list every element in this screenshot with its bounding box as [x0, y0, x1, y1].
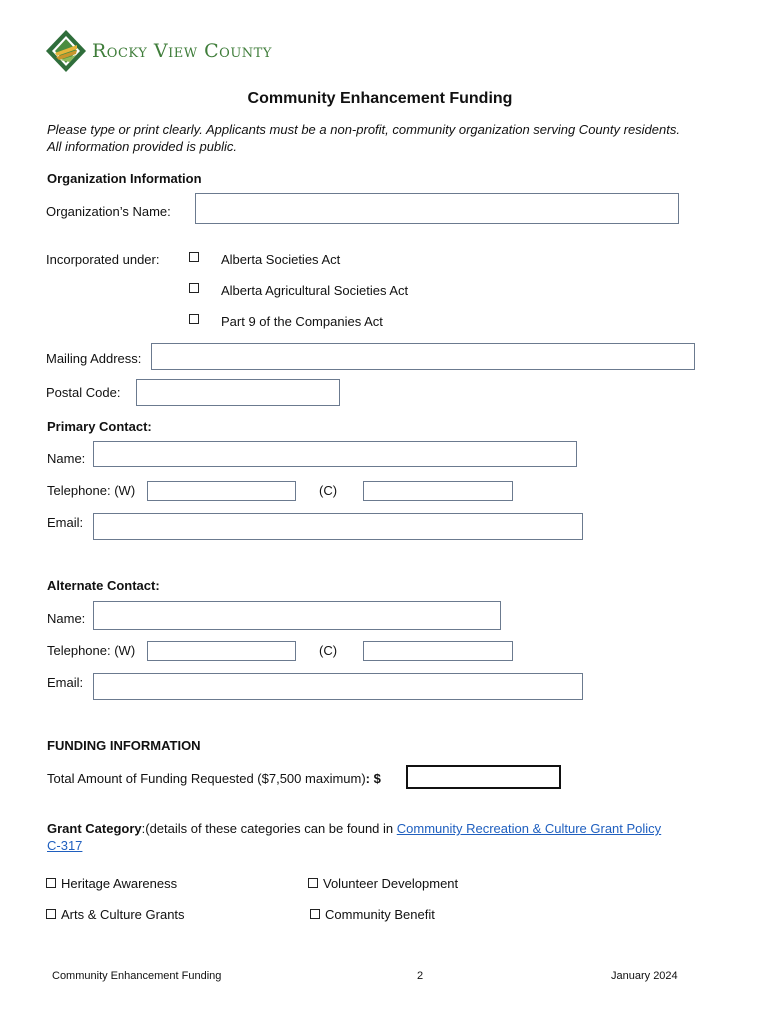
- page-title: Community Enhancement Funding: [247, 90, 513, 107]
- alternate-contact-heading: Alternate Contact:: [47, 578, 160, 593]
- societies-act-checkbox[interactable]: [189, 252, 199, 262]
- mailing-address-field[interactable]: [151, 343, 695, 370]
- companies-act-checkbox[interactable]: [189, 314, 199, 324]
- societies-act-label: Alberta Societies Act: [221, 252, 341, 267]
- org-info-heading: Organization Information: [47, 171, 202, 186]
- alternate-tel-c-field[interactable]: [363, 641, 513, 661]
- org-name-label: Organization’s Name:: [46, 204, 171, 219]
- primary-tel-w-field[interactable]: [147, 481, 296, 501]
- footer-left: Community Enhancement Funding: [52, 970, 222, 982]
- alternate-email-label: Email:: [47, 675, 84, 690]
- primary-contact-heading: Primary Contact:: [47, 419, 152, 434]
- heritage-awareness-label: Heritage Awareness: [61, 876, 178, 891]
- funding-amount-text: Total Amount of Funding Requested ($7,500 maximum): [47, 771, 366, 786]
- footer-date: January 2024: [611, 970, 678, 982]
- heritage-awareness-checkbox[interactable]: [46, 878, 56, 888]
- primary-email-label: Email:: [47, 515, 84, 530]
- primary-tel-c-field[interactable]: [363, 481, 513, 501]
- primary-email-field[interactable]: [93, 513, 583, 540]
- primary-name-field[interactable]: [93, 441, 577, 467]
- grant-policy-link-cont[interactable]: C-317: [47, 838, 83, 853]
- incorporated-label: Incorporated under:: [46, 252, 160, 267]
- funding-amount-suffix: : $: [365, 771, 381, 786]
- primary-name-label: Name:: [47, 451, 86, 466]
- mailing-address-label: Mailing Address:: [46, 351, 142, 366]
- agricultural-societies-label: Alberta Agricultural Societies Act: [221, 283, 409, 298]
- primary-tel-c-label: (C): [319, 483, 338, 498]
- alternate-name-field[interactable]: [93, 601, 501, 630]
- agricultural-societies-checkbox[interactable]: [189, 283, 199, 293]
- alternate-name-label: Name:: [47, 611, 86, 626]
- funding-amount-field[interactable]: [406, 765, 561, 789]
- volunteer-development-checkbox[interactable]: [308, 878, 318, 888]
- postal-code-field[interactable]: [136, 379, 340, 406]
- grant-policy-link[interactable]: Community Recreation & Culture Grant Policy: [396, 821, 662, 836]
- county-name: Rocky View County: [92, 40, 272, 62]
- logo-emblem-icon: [45, 29, 87, 73]
- org-name-field[interactable]: [195, 193, 679, 224]
- funding-amount-label: [47, 771, 381, 786]
- arts-culture-label: Arts & Culture Grants: [61, 907, 185, 922]
- alternate-tel-w-field[interactable]: [147, 641, 296, 661]
- companies-act-label: Part 9 of the Companies Act: [221, 314, 383, 329]
- grant-category-label: Grant Category: [47, 821, 142, 836]
- alternate-tel-c-label: (C): [319, 643, 338, 658]
- arts-culture-checkbox[interactable]: [46, 909, 56, 919]
- postal-code-label: Postal Code:: [46, 385, 121, 400]
- grant-category-desc: :(details of these categories can be found in: [141, 821, 397, 836]
- alternate-tel-w-label: Telephone: (W): [47, 643, 136, 658]
- community-benefit-checkbox[interactable]: [310, 909, 320, 919]
- funding-heading: FUNDING INFORMATION: [47, 738, 201, 753]
- grant-category-line-1: [47, 821, 661, 836]
- intro-line-2: All information provided is public.: [47, 139, 238, 154]
- volunteer-development-label: Volunteer Development: [323, 876, 459, 891]
- intro-line-1: Please type or print clearly. Applicants must be a non-profit, community organization serving County residents.: [47, 122, 680, 137]
- footer-page-number: 2: [417, 970, 424, 982]
- alternate-email-field[interactable]: [93, 673, 583, 700]
- county-logo: [45, 29, 87, 73]
- community-benefit-label: Community Benefit: [325, 907, 435, 922]
- primary-tel-w-label: Telephone: (W): [47, 483, 136, 498]
